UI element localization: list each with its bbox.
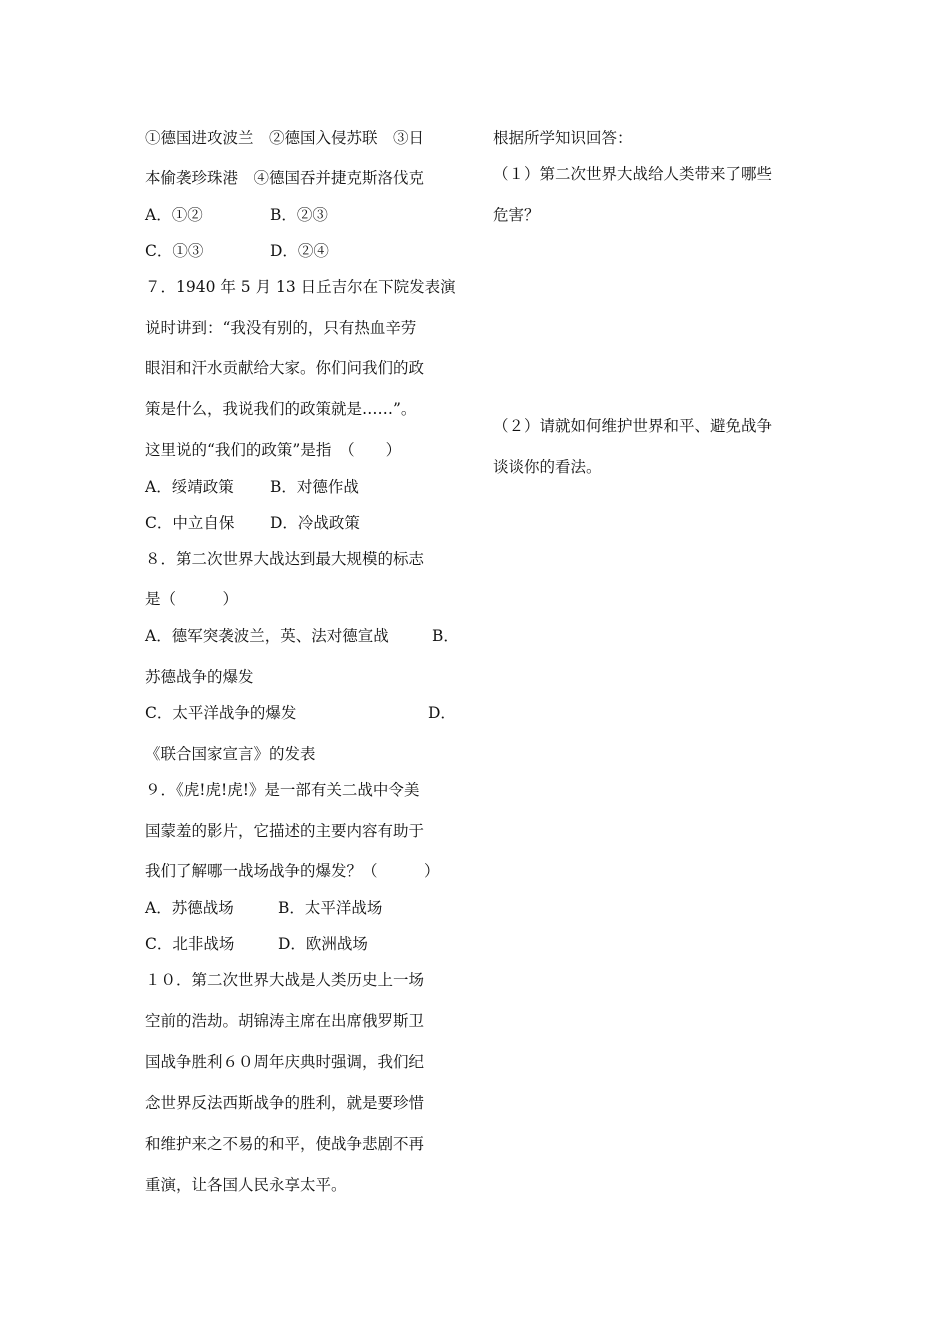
q10-stem-line: １０．第二次世界大战是人类历史上一场 <box>145 971 425 989</box>
q7-stem-line: 策是什么，我说我们的政策就是……”。 <box>145 400 417 418</box>
q7-option-c: C．中立自保 <box>145 514 235 532</box>
q10-stem-line: 重演，让各国人民永享太平。 <box>145 1176 347 1194</box>
q7-stem-line: 眼泪和汗水贡献给大家。你们问我们的政 <box>145 359 425 377</box>
q7-stem-line: 说时讲到：“我没有别的，只有热血辛劳 <box>145 319 417 337</box>
q6-items-line: 本偷袭珍珠港 ④德国吞并捷克斯洛伐克 <box>145 169 425 187</box>
q9-option-d: D．欧洲战场 <box>278 935 368 953</box>
q10-sub1-line: 危害？ <box>493 206 540 224</box>
q6-option-d: D．②④ <box>270 242 329 260</box>
q10-stem-line: 念世界反法西斯战争的胜利，就是要珍惜 <box>145 1094 425 1112</box>
q6-items-line: ①德国进攻波兰 ②德国入侵苏联 ③日 <box>145 129 425 147</box>
q8-option-c: C．太平洋战争的爆发 <box>145 704 297 722</box>
q9-option-a: A．苏德战场 <box>145 899 234 917</box>
q8-option-b: 苏德战争的爆发 <box>145 668 254 686</box>
q10-sub1-line: （１）第二次世界大战给人类带来了哪些 <box>493 165 773 183</box>
q6-option-a: A．①② <box>145 206 203 224</box>
q7-option-d: D．冷战政策 <box>270 514 360 532</box>
q10-sub2-line: 谈谈你的看法。 <box>493 458 602 476</box>
q9-option-b: B．太平洋战场 <box>278 899 383 917</box>
q6-option-b: B．②③ <box>270 206 328 224</box>
q6-option-c: C．①③ <box>145 242 204 260</box>
q10-stem-line: 国战争胜利６０周年庆典时强调，我们纪 <box>145 1053 425 1071</box>
q8-stem-line: ８．第二次世界大战达到最大规模的标志 <box>145 550 425 568</box>
q9-option-c: C．北非战场 <box>145 935 235 953</box>
q8-option-d: 《联合国家宣言》的发表 <box>145 745 316 763</box>
q10-stem-line: 和维护来之不易的和平，使战争悲剧不再 <box>145 1135 425 1153</box>
q8-option-d-label: D． <box>428 704 456 722</box>
q10-stem-line: 空前的浩劫。胡锦涛主席在出席俄罗斯卫 <box>145 1012 425 1030</box>
q7-option-a: A．绥靖政策 <box>145 478 234 496</box>
q7-stem-line: 这里说的“我们的政策”是指 （ ） <box>145 441 402 459</box>
q8-option-a: A．德军突袭波兰，英、法对德宣战 <box>145 627 389 645</box>
q9-stem-line: 我们了解哪一战场战争的爆发？（ ） <box>145 862 440 880</box>
q9-stem-line: ９．《虎!虎!虎!》是一部有关二战中令美 <box>145 781 420 799</box>
q10-sub2-line: （２）请就如何维护世界和平、避免战争 <box>493 417 773 435</box>
q8-option-b-label: B． <box>432 627 459 645</box>
q10-intro: 根据所学知识回答： <box>493 129 633 147</box>
q7-stem-line: ７．1940 年 5 月 13 日丘吉尔在下院发表演 <box>145 278 456 296</box>
q8-stem-line: 是（ ） <box>145 590 239 608</box>
q9-stem-line: 国蒙羞的影片，它描述的主要内容有助于 <box>145 822 425 840</box>
q7-option-b: B．对德作战 <box>270 478 359 496</box>
